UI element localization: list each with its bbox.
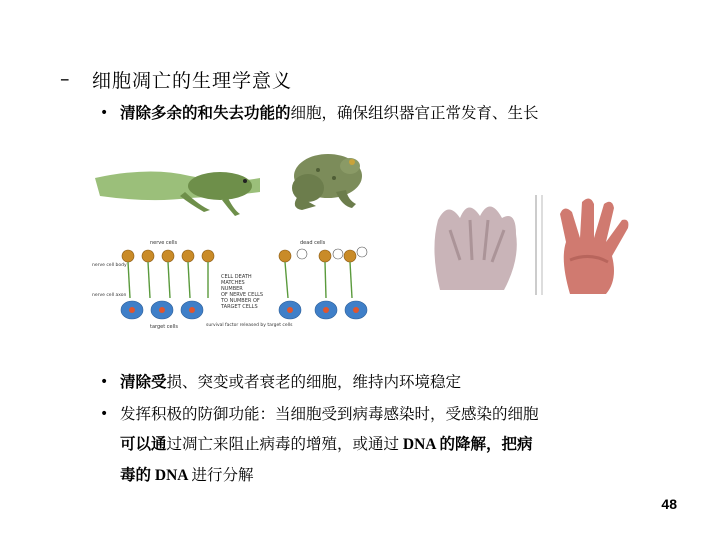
dna-term: DNA bbox=[151, 467, 192, 484]
dna-term: DNA bbox=[399, 436, 440, 453]
bullet-text bbox=[120, 399, 539, 491]
page-number: 48 bbox=[661, 496, 677, 512]
slide-heading: 细胞凋亡的生理学意义 bbox=[92, 69, 293, 92]
bullet-bold-text: 的降解，把病 bbox=[439, 435, 533, 453]
bullet-bold-text: 清除多余的和失去功能的 bbox=[120, 104, 291, 122]
tadpole-illustration bbox=[95, 171, 260, 216]
bullet-line-2 bbox=[120, 435, 533, 453]
development-figure bbox=[90, 148, 375, 338]
bullet-symbol: • bbox=[100, 374, 109, 390]
bullet-text bbox=[120, 98, 539, 128]
nerve-cell-axon-label: nerve cell axon bbox=[92, 293, 127, 298]
bullet-bold-text: 毒的 bbox=[120, 466, 152, 484]
bullet-normal-text: 进行分解 bbox=[191, 466, 254, 484]
webbed-paw-illustration bbox=[434, 206, 516, 290]
bullet-bold-text: 清除受 bbox=[120, 373, 167, 391]
bullet-symbol: • bbox=[100, 105, 109, 121]
bullet-text bbox=[120, 367, 461, 397]
cell-death-caption: CELL DEATH MATCHES NUMBER OF NERVE CELLS TO NUMBER OF TARGET CELLS bbox=[221, 274, 264, 310]
bullet-item-2 bbox=[100, 367, 461, 397]
nerve-cells-label: nerve cells bbox=[150, 240, 178, 246]
bullet-line-1: 发挥积极的防御功能：当细胞受到病毒感染时，受感染的细胞 bbox=[120, 405, 539, 423]
neuron-group-left bbox=[121, 250, 214, 319]
survival-factor-label: survival factor released by target cells bbox=[206, 323, 293, 328]
bullet-normal-text: 过凋亡来阻止病毒的增殖，或通过 bbox=[166, 435, 400, 453]
bullet-bold-text: 可以通 bbox=[120, 435, 167, 453]
dash-marker: – bbox=[60, 68, 70, 90]
nerve-cell-body-label: nerve cell body bbox=[92, 263, 127, 268]
bullet-normal-text: 损、突变或者衰老的细胞，维持内环境稳定 bbox=[166, 373, 462, 391]
bullet-normal-text: 细胞，确保组织器官正常发育、生长 bbox=[290, 104, 539, 122]
bullet-item-3 bbox=[100, 399, 539, 491]
dead-cells-label: dead cells bbox=[300, 240, 326, 246]
target-cells-label: target cells bbox=[150, 324, 179, 330]
bullet-symbol: • bbox=[100, 406, 109, 422]
neuron-group-right bbox=[279, 247, 367, 319]
bullet-line-3 bbox=[120, 466, 254, 484]
separated-digits-paw-illustration bbox=[560, 198, 628, 294]
frog-illustration bbox=[292, 154, 362, 210]
heading-row bbox=[60, 64, 292, 94]
paw-figure bbox=[420, 190, 665, 300]
bullet-item-1 bbox=[100, 98, 539, 128]
